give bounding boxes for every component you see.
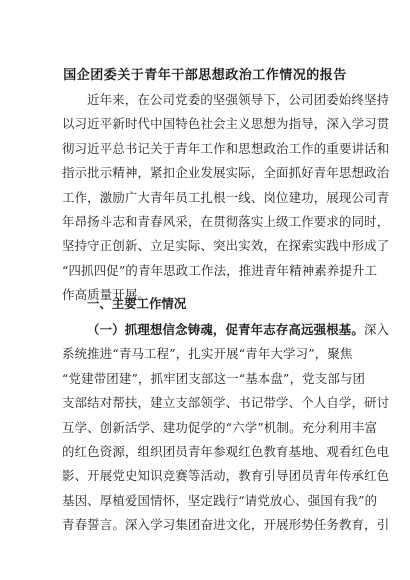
section-heading: 一、主要工作情况 [87, 296, 187, 311]
text-line: 坚持守正创新、立足实际、突出实效，在探索实践中形成了 [62, 238, 390, 254]
text-line: 的红色资源，组织团员青年参观红色教育基地、观看红色电 [62, 443, 390, 459]
lead-tail-text: 深入 [364, 322, 390, 337]
text-line: 工作，激励广大青年员工扎根一线、岗位建功，展现公司青 [62, 189, 390, 205]
document-title: 国企团委关于青年干部思想政治工作情况的报告 [63, 68, 347, 83]
text-line: “四抓四促”的青年思政工作法，推进青年精神素养提升工 [62, 262, 378, 278]
text-line: 互学、创新活学、建功促学的“六学”机制。充分利用丰富 [62, 419, 378, 435]
subsection-lead: （一）抓理想信念铸魂，促青年志存高远强根基。 [87, 322, 364, 337]
text-line [62, 318, 390, 342]
text-line: 彻习近平总书记关于青年工作和思想政治工作的重要讲话和 [62, 140, 390, 156]
text-line: “党建带团建”，抓牢团支部这一“基本盘”，党支部与团 [62, 370, 366, 386]
text-line: 近年来，在公司党委的坚强领导下，公司团委始终坚持 [87, 92, 390, 107]
text-line: 指示批示精神，紧扣企业发展实际，全面抓好青年思想政治 [62, 165, 390, 181]
text-line: 支部结对帮扶，建立支部领学、书记带学、个人自学，研讨 [62, 395, 390, 411]
text-line: 青春誓言。深入学习集团奋进文化，开展形势任务教育，引 [62, 517, 390, 533]
text-line: 年昂扬斗志和青春风采，在贯彻落实上级工作要求的同时， [62, 213, 390, 229]
text-line: 系统推进“青马工程”，扎实开展“青年大学习”，聚焦 [62, 346, 353, 362]
text-line: 作高质量开展。 [62, 287, 151, 303]
text-line: 基因、厚植爱国情怀，坚定践行“请党放心、强国有我”的 [62, 492, 378, 508]
section-paragraph [62, 318, 390, 580]
text-line: 影、开展党史知识竞赛等活动，教育引导团员青年传承红色 [62, 468, 390, 484]
intro-paragraph [62, 88, 390, 308]
text-line: 以习近平新时代中国特色社会主义思想为指导，深入学习贯 [62, 116, 390, 132]
